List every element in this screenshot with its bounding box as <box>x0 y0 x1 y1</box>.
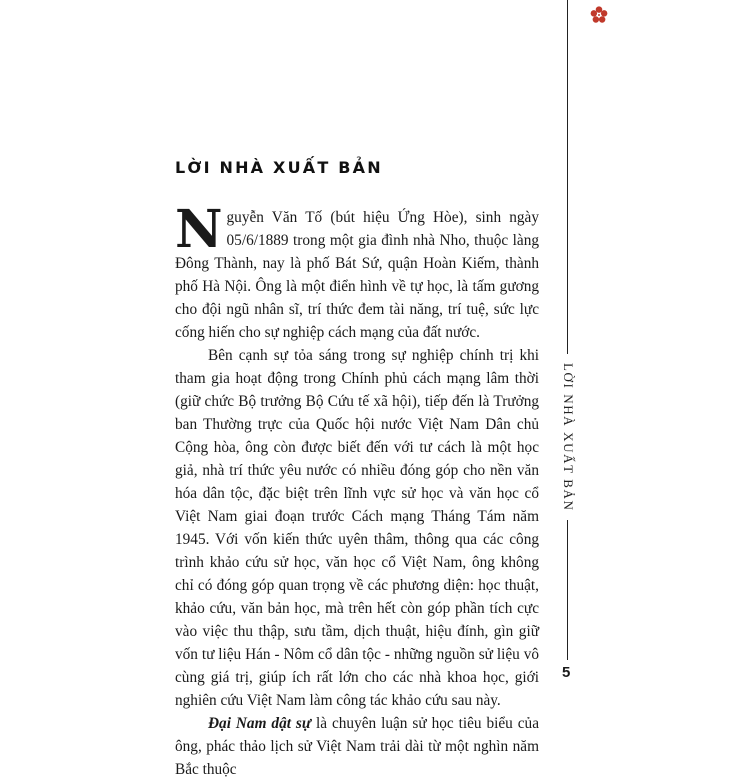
margin-rule-bottom <box>567 520 568 660</box>
book-title: Đại Nam dật sự <box>208 715 312 732</box>
flower-ornament-icon <box>590 6 608 24</box>
paragraph-2: Bên cạnh sự tỏa sáng trong sự nghiệp chính trị khi tham gia hoạt động trong Chính phủ cách mạng lâm thời (giữ chức Bộ trưởng Bộ Cứu tế xã hội), tiếp đến là Trưởng ban Thường trực của Quốc hội nước Việt Nam Dân chủ Cộng hòa, ông còn được biết đến với tư cách là một học giả, nhà trí thức yêu nước có nhiều đóng góp cho nền văn hóa dân tộc, đặc biệt trên lĩnh vực sử học và văn học cổ Việt Nam giai đoạn trước Cách mạng Tháng Tám năm 1945. Với vốn kiến thức uyên thâm, thông qua các công trình khảo cứu sử học, văn học cổ Việt Nam, ông không chỉ có đóng góp quan trọng về các phương diện: học thuật, khảo cứu, văn bản học, mà trên hết còn góp phần tích cực vào việc thu thập, sưu tầm, dịch thuật, hiệu đính, gìn giữ vốn tư liệu Hán - Nôm cổ dân tộc - những nguồn sử liệu vô cùng giá trị, giúp ích rất lớn cho các nhà khoa học, giới nghiên cứu Việt Nam làm công tác khảo cứu sau này. <box>175 347 539 709</box>
margin-rule-top <box>567 0 568 354</box>
paragraph-1-text: guyễn Văn Tố (bút hiệu Ứng Hòe), sinh ngày 05/6/1889 trong một gia đình nhà Nho, thuộc làng Đông Thành, nay là phố Bát Sứ, quận Hoàn Kiếm, thành phố Hà Nội. Ông là một điển hình về tự học, là tấm gương cho đội ngũ nhân sĩ, trí thức đem tài năng, trí tuệ, sức lực cống hiến cho sự nghiệp cách mạng của đất nước. <box>175 209 539 341</box>
running-side-title: LỜI NHÀ XUẤT BẢN <box>561 362 576 512</box>
drop-cap: N <box>175 199 223 260</box>
page-title: LỜI NHÀ XUẤT BẢN <box>175 158 383 177</box>
paragraph-1 <box>175 199 539 344</box>
page-number: 5 <box>562 664 571 681</box>
paragraph-3-text: là chuyên luận sử học tiêu biểu của ông, phác thảo lịch sử Việt Nam trải dài từ một nghìn năm Bắc thuộc <box>175 715 539 778</box>
body-text <box>175 199 539 781</box>
paragraph-3 <box>175 712 539 781</box>
